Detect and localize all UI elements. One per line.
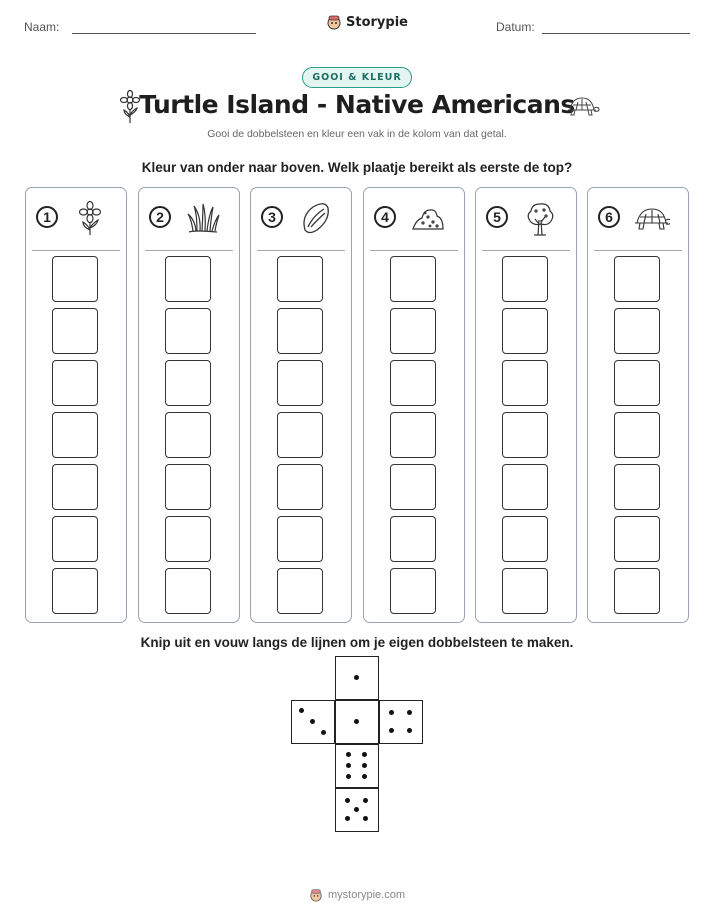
page-title: Turtle Island - Native Americans [139, 90, 575, 119]
color-box[interactable] [390, 412, 436, 458]
color-box[interactable] [277, 568, 323, 614]
dice-pip [345, 816, 350, 821]
dice-face-4 [379, 700, 423, 744]
color-box[interactable] [614, 464, 660, 510]
color-box[interactable] [614, 412, 660, 458]
dice-pip [346, 774, 351, 779]
name-label: Naam: [24, 20, 60, 34]
flower-icon [72, 200, 108, 236]
dice-pip [299, 708, 304, 713]
date-label: Datum: [496, 20, 535, 34]
dice-face-3 [291, 700, 335, 744]
footer-url[interactable]: mystorypie.com [327, 889, 406, 901]
color-box[interactable] [52, 464, 98, 510]
color-box[interactable] [390, 464, 436, 510]
color-box[interactable] [502, 516, 548, 562]
dice-pip [389, 728, 394, 733]
color-box[interactable] [165, 568, 211, 614]
footer [0, 888, 714, 902]
column-divider [594, 250, 682, 251]
column-2 [138, 187, 240, 623]
cut-instruction: Knip uit en vouw langs de lijnen om je eigen dobbelsteen te maken. [140, 635, 574, 650]
column-number: 3 [261, 206, 283, 228]
tree-icon [522, 200, 558, 236]
instruction: Kleur van onder naar boven. Welk plaatje bereikt als eerste de top? [141, 160, 573, 175]
column-divider [32, 250, 120, 251]
color-box[interactable] [277, 412, 323, 458]
dice-pip [310, 719, 315, 724]
column-divider [482, 250, 570, 251]
color-box[interactable] [277, 464, 323, 510]
column-divider [257, 250, 345, 251]
column-number: 2 [149, 206, 171, 228]
column-divider [145, 250, 233, 251]
dice-pip [321, 730, 326, 735]
dice-face-1 [335, 656, 379, 700]
dice-pip [346, 763, 351, 768]
color-box[interactable] [165, 464, 211, 510]
dice-pip [362, 763, 367, 768]
column-divider [370, 250, 458, 251]
dice-pip [354, 807, 359, 812]
column-number: 6 [598, 206, 620, 228]
column-number: 1 [36, 206, 58, 228]
dice-pip [346, 752, 351, 757]
dice-pip [362, 774, 367, 779]
color-box[interactable] [502, 412, 548, 458]
color-box[interactable] [165, 308, 211, 354]
color-box[interactable] [614, 256, 660, 302]
column-5 [475, 187, 577, 623]
storypie-mascot-icon [326, 14, 342, 30]
name-line[interactable] [72, 33, 256, 34]
brand-logo [326, 14, 408, 30]
grass-icon [185, 200, 221, 236]
column-number: 4 [374, 206, 396, 228]
color-box[interactable] [277, 308, 323, 354]
color-box[interactable] [390, 568, 436, 614]
brand-name: Storypie [346, 14, 408, 30]
dice-pip [354, 719, 359, 724]
badge-wrap [0, 67, 714, 88]
date-line[interactable] [542, 33, 690, 34]
column-1 [25, 187, 127, 623]
color-box[interactable] [277, 360, 323, 406]
color-box[interactable] [277, 256, 323, 302]
turtle-icon [634, 200, 670, 236]
color-box[interactable] [614, 568, 660, 614]
color-box[interactable] [502, 256, 548, 302]
color-box[interactable] [52, 256, 98, 302]
color-box[interactable] [165, 516, 211, 562]
dice-face-6 [335, 744, 379, 788]
column-3 [250, 187, 352, 623]
color-box[interactable] [165, 360, 211, 406]
dice-pip [354, 675, 359, 680]
column-4 [363, 187, 465, 623]
column-number: 5 [486, 206, 508, 228]
dice-pip [389, 710, 394, 715]
seed-icon [297, 200, 333, 236]
color-box[interactable] [390, 256, 436, 302]
color-box[interactable] [502, 464, 548, 510]
dice-face-1 [335, 700, 379, 744]
rock-pile-icon [410, 200, 446, 236]
dice-pip [407, 728, 412, 733]
dice-pip [363, 798, 368, 803]
color-box[interactable] [165, 256, 211, 302]
color-box[interactable] [614, 360, 660, 406]
dice-face-5 [335, 788, 379, 832]
category-badge: GOOI & KLEUR [302, 67, 411, 88]
color-box[interactable] [52, 308, 98, 354]
color-box[interactable] [277, 516, 323, 562]
color-box[interactable] [390, 360, 436, 406]
color-box[interactable] [502, 360, 548, 406]
color-box[interactable] [52, 360, 98, 406]
dice-pip [363, 816, 368, 821]
color-box[interactable] [390, 308, 436, 354]
color-box[interactable] [614, 308, 660, 354]
turtle-icon [564, 94, 600, 118]
storypie-mascot-icon [309, 888, 323, 902]
color-box[interactable] [502, 308, 548, 354]
subtitle: Gooi de dobbelsteen en kleur een vak in de kolom van dat getal. [207, 128, 507, 140]
color-box[interactable] [52, 568, 98, 614]
dice-pip [407, 710, 412, 715]
color-box[interactable] [165, 412, 211, 458]
dice-pip [345, 798, 350, 803]
color-box[interactable] [52, 412, 98, 458]
dice-pip [362, 752, 367, 757]
color-box[interactable] [502, 568, 548, 614]
color-box[interactable] [52, 516, 98, 562]
column-6 [587, 187, 689, 623]
color-box[interactable] [390, 516, 436, 562]
color-box[interactable] [614, 516, 660, 562]
